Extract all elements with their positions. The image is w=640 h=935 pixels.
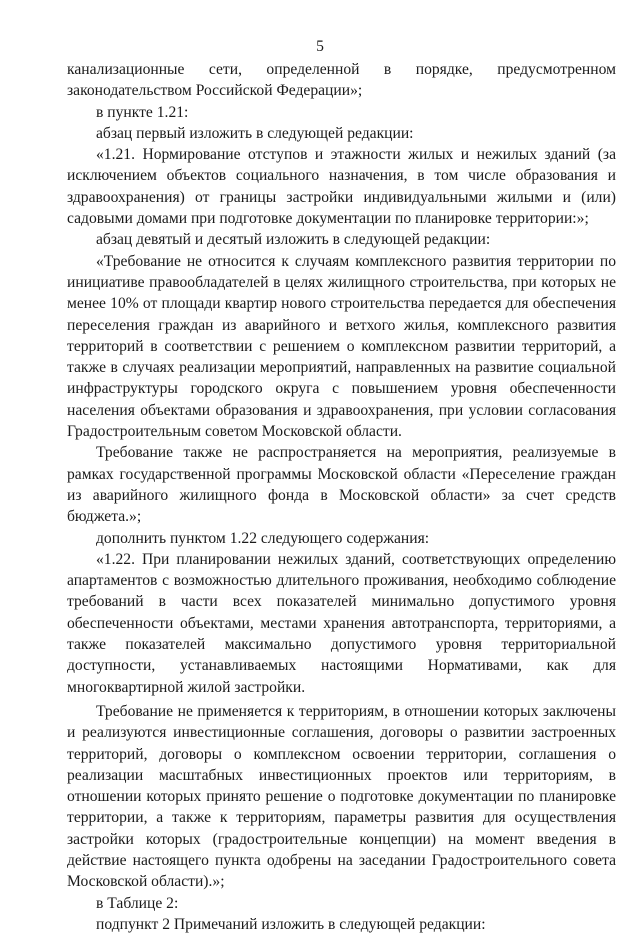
paragraph: Требование не применяется к территориям, в отношении которых заключены и реализуются инвестиционные соглашения, договоры о развитии застроенных территорий, договоры о комплексном освоении территории, соглашения о реализации масштабных инвестиционных проектов или территориям, в отношении которых принято решение о подготовке документации по планировке территории, а также к территориям, параметры развития для осуществления застройки которых (градостроительные концепции) на момент введения в действие настоящего пункта одобрены на заседании Градостроительного совета Московской области).»; — [67, 702, 616, 891]
paragraph: абзац первый изложить в следующей редакции: — [96, 124, 414, 142]
paragraph: «1.21. Нормирование отступов и этажности жилых и нежилых зданий (за исключением объектов социального назначения, в том числе образования и здравоохранения) от границы застройки индивидуальными жилыми и (или) садовыми домами при подготовке документации по планировке территории:»; — [67, 146, 616, 228]
paragraph: канализационные сети, определенной в порядке, предусмотренном законодательством Российской Федерации»; — [67, 61, 616, 100]
paragraph: абзац девятый и десятый изложить в следующей редакции: — [96, 231, 491, 249]
paragraph: подпункт 2 Примечаний изложить в следующей редакции: — [96, 915, 486, 933]
paragraph: «Требование не относится к случаям комплексного развития территории по инициативе правообладателей в целях жилищного строительства, при которых не менее 10% от площади квартир нового строительства передается для обеспечения переселения граждан из аварийного и ветхого жилья, комплексного развития территорий в соответствии с решением о комплексном развитии территорий, а также в случаях реализации мероприятий, направленных на развитие социальной инфраструктуры городского округа с повышением уровня обеспеченности населения объектами образования и здравоохранения, при условии согласования Градостроительным советом Московской области. — [67, 252, 616, 441]
document-body — [67, 59, 616, 935]
paragraph: в пункте 1.21: — [96, 103, 189, 121]
paragraph: «1.22. При планировании нежилых зданий, соответствующих определению апартаментов с возможностью длительного проживания, необходимо соблюдение требований в части всех показателей минимально допустимого уровня обеспеченности объектами, местами хранения автотранспорта, территориями, а также показателей максимально допустимого уровня территориальной доступности, устанавливаемых настоящими Нормативами, как для многоквартирной жилой застройки. — [67, 550, 616, 696]
paragraph: в Таблице 2: — [96, 894, 179, 912]
paragraph: дополнить пунктом 1.22 следующего содержания: — [96, 529, 430, 547]
paragraph: Требование также не распространяется на мероприятия, реализуемые в рамках государственной программы Московской области «Переселение граждан из аварийного жилищного фонда в Московской области» за счет средств бюджета.»; — [67, 444, 616, 526]
page-number: 5 — [316, 38, 324, 55]
